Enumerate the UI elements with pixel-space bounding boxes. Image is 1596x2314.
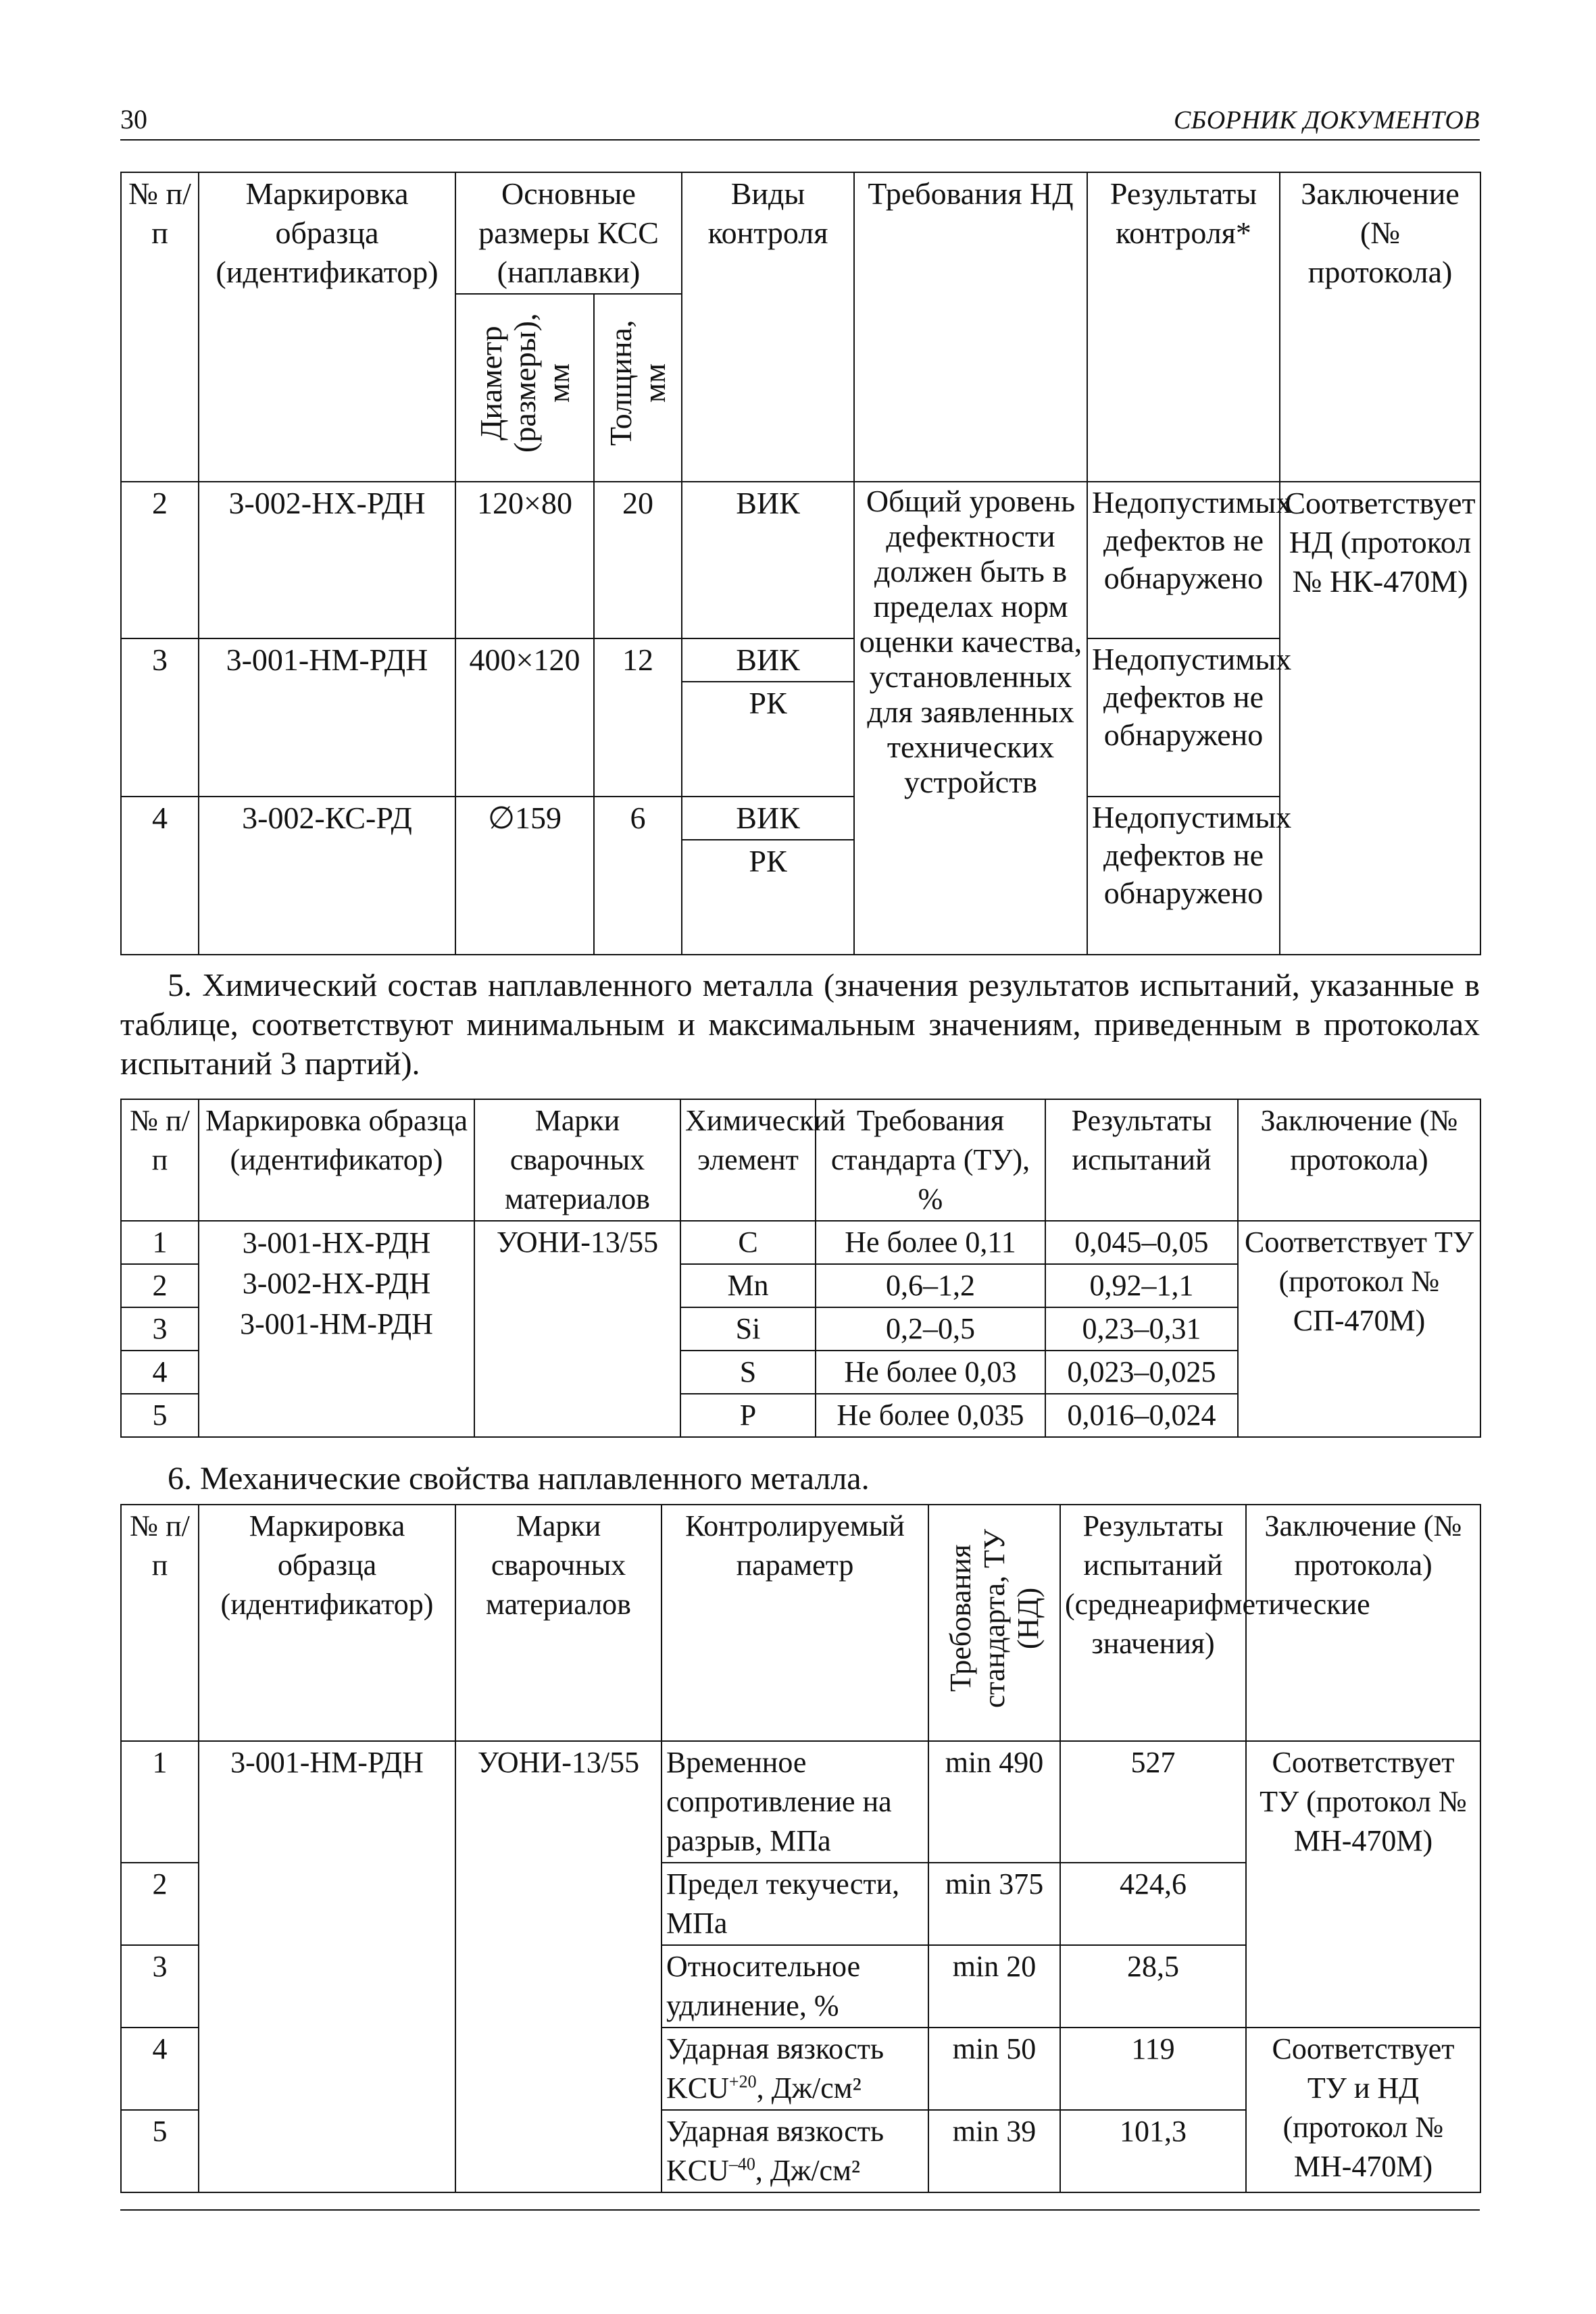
col-marking-header: Маркировка образца (идентификатор) xyxy=(199,1099,474,1221)
cell-num: 4 xyxy=(121,1351,199,1394)
cell-num: 3 xyxy=(121,1945,199,2028)
table-row xyxy=(121,638,1480,682)
col-conclusion-header: Заключение (№ протокола) xyxy=(1280,172,1480,482)
cell-thickness: 6 xyxy=(594,797,682,955)
cell-result: 0,92–1,1 xyxy=(1045,1264,1238,1307)
cell-num: 3 xyxy=(121,1307,199,1351)
col-standard-header: Требования стандарта, ТУ (НД) xyxy=(928,1505,1060,1741)
cell-requirement: 0,6–1,2 xyxy=(816,1264,1045,1307)
cell-num: 5 xyxy=(121,1394,199,1437)
cell-requirement: min 375 xyxy=(928,1863,1060,1945)
cell-element: Si xyxy=(680,1307,816,1351)
cell-result: Недопустимых дефектов не обнаружено xyxy=(1087,797,1280,955)
cell-element: P xyxy=(680,1394,816,1437)
col-results-header: Результаты контроля* xyxy=(1087,172,1280,482)
running-title: СБОРНИК ДОКУМЕНТОВ xyxy=(1173,106,1480,134)
cell-num: 1 xyxy=(121,1741,199,1863)
cell-thickness: 12 xyxy=(594,638,682,797)
table-row xyxy=(121,797,1480,840)
cell-result: 527 xyxy=(1060,1741,1246,1863)
cell-requirement: min 39 xyxy=(928,2110,1060,2192)
cell-control: РК xyxy=(682,682,854,797)
col-marking-header: Маркировка образца (идентификатор) xyxy=(199,1505,455,1741)
cell-num: 2 xyxy=(121,1863,199,1945)
col-num-header: № п/п xyxy=(121,172,199,482)
cell-element: S xyxy=(680,1351,816,1394)
col-thickness-header: Толщина, мм xyxy=(594,294,682,482)
cell-size: 400×120 xyxy=(455,638,594,797)
cell-result: 424,6 xyxy=(1060,1863,1246,1945)
cell-conclusion: Соответствует ТУ и НД (протокол № МН-470М) xyxy=(1246,2028,1480,2192)
cell-control: ВИК xyxy=(682,797,854,840)
col-standard-header: Требования стандарта (ТУ), % xyxy=(816,1099,1045,1221)
cell-num: 4 xyxy=(121,2028,199,2110)
col-conclusion-header: Заключение (№ протокола) xyxy=(1246,1505,1480,1741)
cell-conclusion: Соответствует НД (протокол № НК-470М) xyxy=(1280,482,1480,955)
section-5-paragraph: 5. Химический состав наплавленного металла (значения результатов испытаний, указанные в таблице, соответствуют минимальным и максимальным значениям, приведенным в протоколах испытаний 3 партий). xyxy=(120,967,1480,1082)
cell-element: C xyxy=(680,1221,816,1264)
cell-num: 4 xyxy=(121,797,199,955)
cell-id: 3-002-КС-РД xyxy=(199,797,455,955)
table-row xyxy=(121,1741,1480,1863)
cell-param: Предел текучести, МПа xyxy=(662,1863,928,1945)
cell-element: Mn xyxy=(680,1264,816,1307)
col-requirements-header: Требования НД xyxy=(854,172,1087,482)
col-results-header: Результаты испытаний (среднеарифметические значения) xyxy=(1060,1505,1246,1741)
section-6-paragraph: 6. Механические свойства наплавленного металла. xyxy=(168,1461,870,1496)
cell-param: Ударная вязкость $KCU^{-40}$, Дж/см² xyxy=(662,2110,928,2192)
cell-result: Недопустимых дефектов не обнаружено xyxy=(1087,482,1280,638)
cell-control: ВИК xyxy=(682,482,854,638)
cell-id: 3-001-НМ-РДН xyxy=(199,1741,455,2192)
cell-result: 0,23–0,31 xyxy=(1045,1307,1238,1351)
col-param-header: Контролируемый параметр xyxy=(662,1505,928,1741)
cell-material: УОНИ-13/55 xyxy=(455,1741,662,2192)
col-control-types-header: Виды контроля xyxy=(682,172,854,482)
page-header xyxy=(120,104,1480,141)
cell-requirement: min 50 xyxy=(928,2028,1060,2110)
table-header-row xyxy=(121,172,1480,294)
cell-num: 1 xyxy=(121,1221,199,1264)
cell-id: 3-002-НХ-РДН xyxy=(199,482,455,638)
table-header-row xyxy=(121,1505,1480,1741)
sample-id: 3-001-НМ-РДН xyxy=(240,1307,433,1340)
page-number: 30 xyxy=(120,104,147,134)
cell-requirement: min 20 xyxy=(928,1945,1060,2028)
cell-requirement: 0,2–0,5 xyxy=(816,1307,1045,1351)
cell-requirement: Не более 0,035 xyxy=(816,1394,1045,1437)
footer-rule xyxy=(120,2209,1480,2211)
mechanical-properties-table xyxy=(120,1504,1481,2193)
col-conclusion-header: Заключение (№ протокола) xyxy=(1238,1099,1480,1221)
cell-param: Ударная вязкость $KCU^{+20}$, Дж/см² xyxy=(662,2028,928,2110)
cell-material: УОНИ-13/55 xyxy=(474,1221,680,1437)
col-materials-header: Марки сварочных материалов xyxy=(455,1505,662,1741)
cell-requirement: Не более 0,03 xyxy=(816,1351,1045,1394)
cell-result: 0,016–0,024 xyxy=(1045,1394,1238,1437)
cell-num: 2 xyxy=(121,1264,199,1307)
cell-thickness: 20 xyxy=(594,482,682,638)
col-diameter-header: Диаметр (размеры), мм xyxy=(455,294,594,482)
table-row xyxy=(121,1221,1480,1264)
cell-result: 28,5 xyxy=(1060,1945,1246,2028)
cell-result: 101,3 xyxy=(1060,2110,1246,2192)
col-results-header: Результаты испытаний xyxy=(1045,1099,1238,1221)
cell-control: ВИК xyxy=(682,638,854,682)
cell-result: 119 xyxy=(1060,2028,1246,2110)
control-results-table xyxy=(120,172,1481,955)
cell-num: 2 xyxy=(121,482,199,638)
cell-requirement: Общий уровень дефектности должен быть в пределах норм оценки качества, установленных для заявленных технических устройств xyxy=(854,482,1087,955)
cell-result: 0,023–0,025 xyxy=(1045,1351,1238,1394)
table-header-row xyxy=(121,1099,1480,1221)
cell-conclusion: Соответствует ТУ (протокол № СП-470М) xyxy=(1238,1221,1480,1437)
sample-id: 3-002-НХ-РДН xyxy=(242,1267,431,1300)
col-materials-header: Марки сварочных материалов xyxy=(474,1099,680,1221)
col-marking-header: Маркировка образца (идентификатор) xyxy=(199,172,455,482)
table-row xyxy=(121,482,1480,638)
col-num-header: № п/п xyxy=(121,1505,199,1741)
cell-id: 3-001-НМ-РДН xyxy=(199,638,455,797)
cell-result: Недопустимых дефектов не обнаружено xyxy=(1087,638,1280,797)
cell-num: 3 xyxy=(121,638,199,797)
cell-param: Относительное удлинение, % xyxy=(662,1945,928,2028)
col-main-sizes-header: Основные размеры КСС (наплавки) xyxy=(455,172,682,294)
cell-param: Временное сопротивление на разрыв, МПа xyxy=(662,1741,928,1863)
cell-control: РК xyxy=(682,840,854,955)
cell-conclusion: Соответствует ТУ (протокол № МН-470М) xyxy=(1246,1741,1480,2028)
cell-requirement: Не более 0,11 xyxy=(816,1221,1045,1264)
col-num-header: № п/п xyxy=(121,1099,199,1221)
cell-size: ∅159 xyxy=(455,797,594,955)
cell-requirement: min 490 xyxy=(928,1741,1060,1863)
chemical-composition-table xyxy=(120,1099,1481,1438)
cell-result: 0,045–0,05 xyxy=(1045,1221,1238,1264)
col-element-header: Химический элемент xyxy=(680,1099,816,1221)
cell-num: 5 xyxy=(121,2110,199,2192)
sample-id: 3-001-НХ-РДН xyxy=(242,1226,431,1259)
cell-ids xyxy=(199,1221,474,1437)
cell-size: 120×80 xyxy=(455,482,594,638)
